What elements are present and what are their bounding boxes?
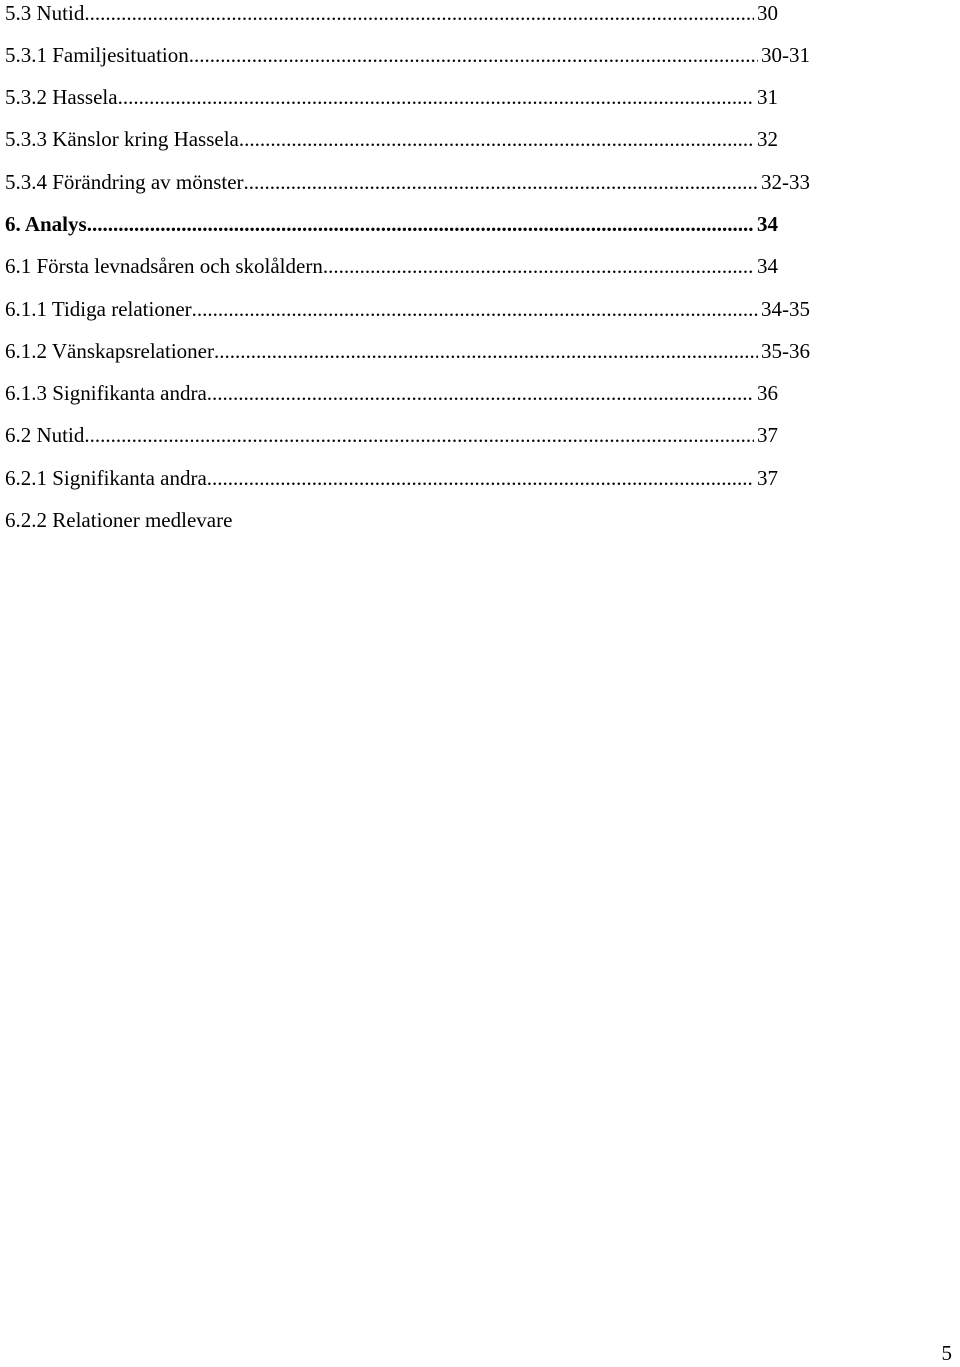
toc-entry-page: 32: [757, 127, 778, 151]
toc-entry[interactable]: [5, 507, 405, 537]
toc-entry-title: 6.1.3 Signifikanta andra: [5, 381, 207, 405]
toc-leader-dots: [84, 0, 754, 26]
toc-entry[interactable]: [5, 296, 810, 326]
toc-entry-page: 32-33: [761, 170, 810, 194]
toc-entry[interactable]: [5, 380, 778, 410]
toc-entry[interactable]: [5, 465, 778, 495]
toc-leader-dots: [189, 42, 758, 68]
toc-entry-title: 6.2 Nutid: [5, 423, 85, 447]
toc-entry-page: 31: [757, 85, 778, 109]
toc-leader-dots: [207, 380, 754, 406]
toc-entry[interactable]: [5, 126, 778, 156]
toc-entry-page: 36: [757, 381, 778, 405]
toc-entry-title: 6.1 Första levnadsåren och skolåldern: [5, 254, 323, 278]
toc-leader-dots: [207, 465, 754, 491]
page-number: 5: [941, 1341, 952, 1365]
toc-entry[interactable]: [5, 169, 810, 199]
toc-leader-dots: [87, 211, 754, 237]
toc-leader-dots: [244, 169, 758, 195]
toc-entry[interactable]: [5, 253, 778, 283]
toc-entry-page: 34: [757, 212, 778, 236]
toc-entry-title: 6.1.2 Vänskapsrelationer: [5, 339, 214, 363]
toc-entry-title: 5.3.4 Förändring av mönster: [5, 170, 244, 194]
toc-entry-title: 6.2.2 Relationer medlevare: [5, 508, 233, 532]
toc-entry-title: 6. Analys: [5, 212, 87, 236]
toc-entry-page: 34: [757, 254, 778, 278]
toc-entry[interactable]: [5, 0, 778, 30]
toc-entry-page: 37: [757, 423, 778, 447]
toc-leader-dots: [192, 296, 758, 322]
toc-leader-dots: [214, 338, 758, 364]
toc-entry-page: 35-36: [761, 339, 810, 363]
toc-entry[interactable]: [5, 422, 778, 452]
toc-entry-title: 5.3.2 Hassela: [5, 85, 118, 109]
toc-leader-dots: [84, 422, 754, 448]
toc-entry[interactable]: [5, 42, 810, 72]
toc-leader-dots: [118, 84, 754, 110]
toc-entry-title: 6.1.1 Tidiga relationer: [5, 297, 192, 321]
toc-entry-page: 34-35: [761, 297, 810, 321]
toc-entry-page: 30: [757, 1, 778, 25]
toc-entry-title: 5.3.1 Familjesituation: [5, 43, 189, 67]
toc-entry-title: 5.3.3 Känslor kring Hassela: [5, 127, 239, 151]
toc-entry[interactable]: [5, 84, 778, 114]
toc-entry-page: 37: [757, 466, 778, 490]
toc-leader-dots: [323, 253, 754, 279]
toc-entry-page: 30-31: [761, 43, 810, 67]
toc-entry-title: 6.2.1 Signifikanta andra: [5, 466, 207, 490]
toc-entry[interactable]: [5, 338, 810, 368]
toc-entry-title: 5.3 Nutid: [5, 1, 85, 25]
toc-leader-dots: [239, 126, 754, 152]
toc-chapter-entry[interactable]: [5, 211, 778, 241]
